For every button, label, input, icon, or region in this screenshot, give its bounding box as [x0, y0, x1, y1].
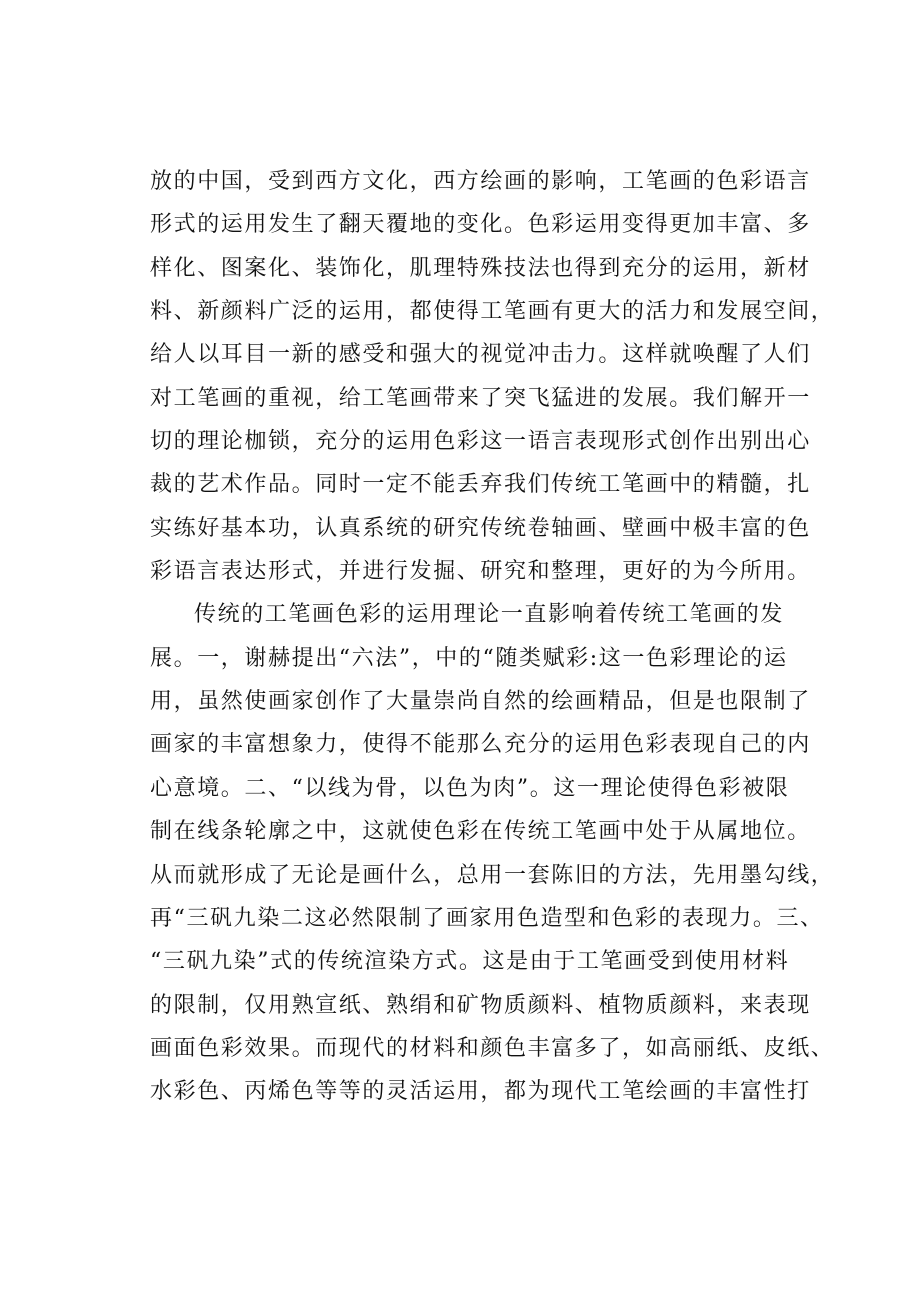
text-line: 的限制，仅用熟宣纸、熟绢和矿物质颜料、植物质颜料，来表现 [150, 992, 811, 1018]
text-line: 再“三矾九染二这必然限制了画家用色造型和色彩的表现力。三、 [150, 905, 824, 931]
text-line: 水彩色、丙烯色等等的灵活运用，都为现代工笔绘画的丰富性打 [150, 1079, 811, 1105]
text-line: 画家的丰富想象力，使得不能那么充分的运用色彩表现自己的内 [150, 732, 811, 758]
text-line: 料、新颜料广泛的运用，都使得工笔画有更大的活力和发展空间， [150, 299, 835, 325]
text-line: 画面色彩效果。而现代的材料和颜色丰富多了，如高丽纸、皮纸、 [150, 1035, 835, 1061]
text-line: 彩语言表达形式，并进行发掘、研究和整理，更好的为今所用。 [150, 559, 811, 585]
text-line: 实练好基本功，认真系统的研究传统卷轴画、壁画中极丰富的色 [150, 515, 811, 541]
text-line: 心意境。二、“以线为骨，以色为肉”。这一理论使得色彩被限 [150, 775, 790, 801]
text-line: 样化、图案化、装饰化，肌理特殊技法也得到充分的运用，新材 [150, 255, 811, 281]
text-line: 用，虽然使画家创作了大量崇尚自然的绘画精品，但是也限制了 [150, 689, 811, 715]
text-line-indented: 传统的工笔画色彩的运用理论一直影响着传统工笔画的发 [194, 602, 785, 628]
text-line: “三矾九染”式的传统渲染方式。这是由于工笔画受到使用材料 [150, 949, 790, 975]
text-line: 从而就形成了无论是画什么，总用一套陈旧的方法，先用墨勾线， [150, 862, 835, 888]
text-line: 形式的运用发生了翻天覆地的变化。色彩运用变得更加丰富、多 [150, 212, 811, 238]
body-text [150, 160, 835, 1114]
text-line: 对工笔画的重视，给工笔画带来了突飞猛进的发展。我们解开一 [150, 385, 811, 411]
text-line: 切的理论枷锁，充分的运用色彩这一语言表现形式创作出别出心 [150, 429, 811, 455]
text-line: 展。一，谢赫提出“六法”，中的“随类赋彩:这一色彩理论的运 [150, 645, 788, 671]
text-line: 给人以耳目一新的感受和强大的视觉冲击力。这样就唤醒了人们 [150, 342, 811, 368]
text-line: 裁的艺术作品。同时一定不能丢弃我们传统工笔画中的精髓，扎 [150, 472, 811, 498]
text-line: 放的中国，受到西方文化，西方绘画的影响，工笔画的色彩语言 [150, 169, 811, 194]
paragraph-2 [150, 593, 835, 1113]
paragraph-1 [150, 160, 835, 593]
text-line: 制在线条轮廓之中，这就使色彩在传统工笔画中处于从属地位。 [150, 819, 811, 845]
